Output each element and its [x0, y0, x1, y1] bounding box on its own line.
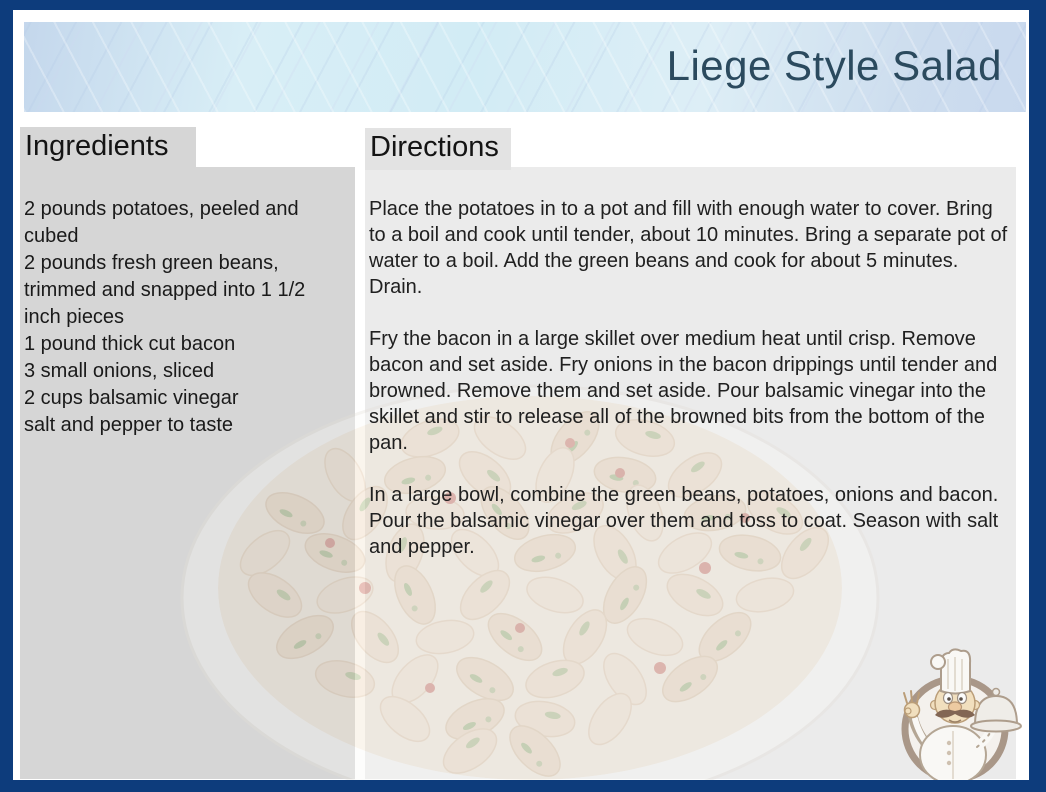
directions-heading: Directions	[370, 131, 499, 163]
directions-paragraph: In a large bowl, combine the green beans, potatoes, onions and bacon. Pour the balsamic vinegar over them and toss to coat. Season with salt and pepper.	[369, 484, 999, 558]
ingredient-item: 2 pounds potatoes, peeled and cubed	[24, 198, 299, 247]
ingredient-item: 3 small onions, sliced	[24, 360, 215, 382]
ingredient-item: salt and pepper to taste	[24, 414, 234, 436]
ingredients-heading-box	[20, 127, 196, 167]
ingredient-item: 2 cups balsamic vinegar	[24, 387, 239, 409]
directions-text	[369, 196, 1009, 586]
page-content-area	[13, 10, 1029, 780]
directions-paragraph: Place the potatoes in to a pot and fill with enough water to cover. Bring to a boil and cook until tender, about 10 minutes. Bring a separate pot of water to a boil. Add the green beans and cook for about 5 minutes. Drain.	[369, 198, 1008, 298]
ingredients-heading: Ingredients	[25, 130, 169, 162]
ingredient-item: 1 pound thick cut bacon	[24, 333, 236, 355]
page-title: Liege Style Salad	[666, 42, 1002, 90]
ingredient-item: 2 pounds fresh green beans, trimmed and snapped into 1 1/2 inch pieces	[24, 252, 306, 328]
ingredients-list	[24, 196, 326, 439]
directions-paragraph: Fry the bacon in a large skillet over medium heat until crisp. Remove bacon and set aside. Fry onions in the bacon drippings until tender and browned. Remove them and set aside. Pour balsamic vinegar into the skillet and stir to release all of the browned bits from the bottom of the pan.	[369, 328, 998, 454]
directions-heading-box	[365, 128, 511, 170]
header-band	[24, 22, 1026, 112]
